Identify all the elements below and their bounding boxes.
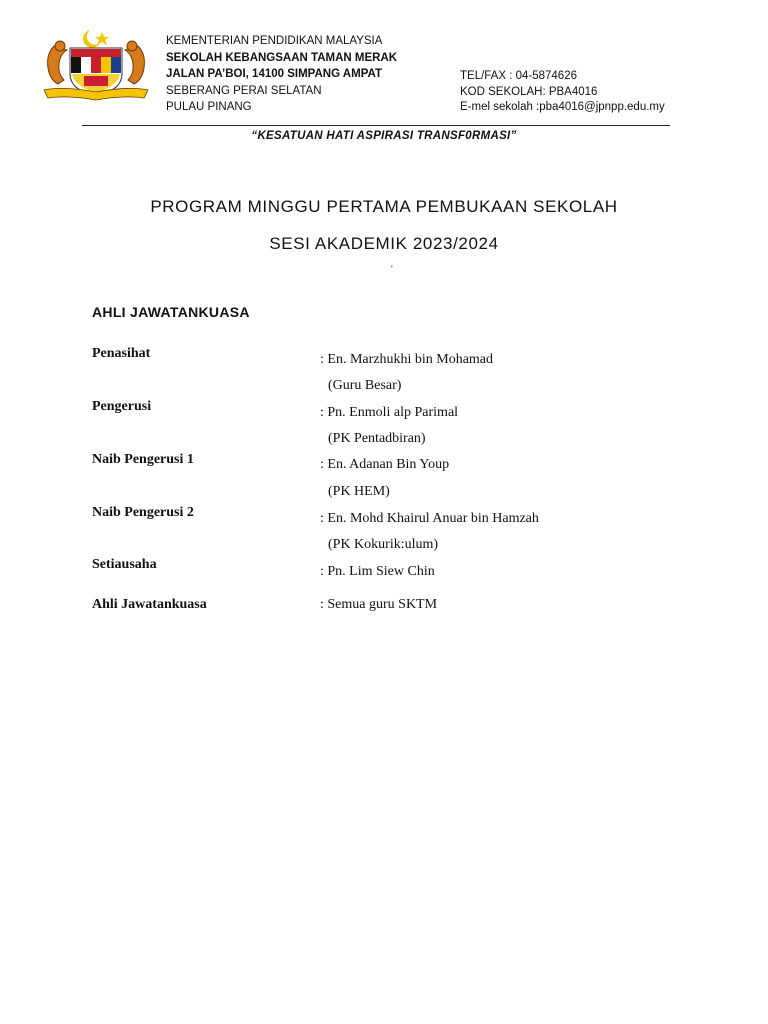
document-title: PROGRAM MINGGU PERTAMA PEMBUKAAN SEKOLAH xyxy=(150,197,618,216)
committee-role: Naib Pengerusi 1 xyxy=(92,452,194,467)
committee-member-name: : En. Mohd Khairul Anuar bin Hamzah xyxy=(320,511,539,526)
committee-role: Setiausaha xyxy=(92,557,157,572)
committee-role: Naib Pengerusi 2 xyxy=(92,505,194,520)
school-email: E-mel sekolah :pba4016@jpnpp.edu.my xyxy=(460,101,665,113)
malaysia-coat-of-arms-icon xyxy=(40,26,152,104)
school-info-block xyxy=(166,33,397,116)
section-heading: AHLI JAWATANKUASA xyxy=(92,304,250,320)
stray-mark: ' xyxy=(391,264,393,274)
committee-member-name: : Pn. Enmoli alp Parimal xyxy=(320,405,459,420)
tel-fax: TEL/FAX : 04-5874626 xyxy=(460,70,577,82)
contact-block xyxy=(460,69,665,116)
header-divider xyxy=(82,125,670,126)
committee-member-position: (PK Pentadbiran) xyxy=(328,431,426,446)
address-line-3: PULAU PINANG xyxy=(166,101,252,113)
committee-member-name: : Pn. Lim Siew Chin xyxy=(320,564,435,579)
committee-member-name: : Semua guru SKTM xyxy=(320,597,438,612)
address-line-2: SEBERANG PERAI SELATAN xyxy=(166,84,322,97)
ministry-name: KEMENTERIAN PENDIDIKAN MALAYSIA xyxy=(166,35,383,47)
document-subtitle: SESI AKADEMIK 2023/2024 xyxy=(269,234,499,253)
committee-role: Ahli Jawatankuasa xyxy=(92,597,207,612)
school-name: SEKOLAH KEBANGSAAN TAMAN MERAK xyxy=(166,51,398,64)
committee-member-position: (PK Kokurik:ulum) xyxy=(328,537,439,552)
committee-member-position: (PK HEM) xyxy=(328,484,390,499)
committee-member-name: : En. Marzhukhi bin Mohamad xyxy=(320,352,494,367)
school-code: KOD SEKOLAH: PBA4016 xyxy=(460,85,598,98)
address-line-1: JALAN PA’BOI, 14100 SIMPANG AMPAT xyxy=(166,68,382,80)
school-motto: “KESATUAN HATI ASPIRASI TRANSF0RMASI” xyxy=(251,130,517,142)
committee-member-position: (Guru Besar) xyxy=(328,378,402,393)
committee-role: Pengerusi xyxy=(92,399,152,414)
committee-member-name: : En. Adanan Bin Youp xyxy=(320,457,450,472)
committee-role: Penasihat xyxy=(92,346,151,361)
